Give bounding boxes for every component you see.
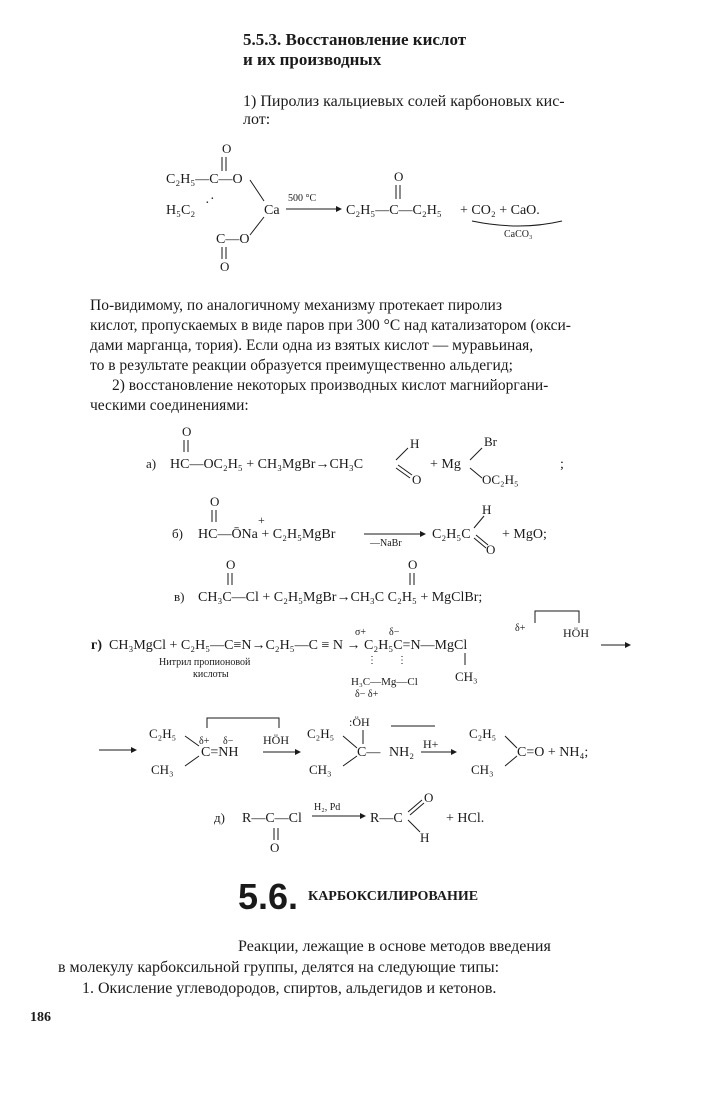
reaction-d-left: R—C—Cl	[242, 811, 302, 826]
g2-hoh: HÖH	[263, 733, 289, 747]
section56-number: 5.6.	[238, 876, 299, 917]
g2-dm: δ−	[223, 736, 234, 747]
reaction-pyrolysis	[160, 135, 580, 275]
reaction-g-delta-plus: σ+	[355, 627, 367, 638]
paragraph-end-line2: в молекулу карбоксильной группы, делятся на следующие типы:	[58, 959, 500, 976]
reaction-v	[140, 555, 580, 610]
reaction-b-o-top: O	[210, 494, 220, 509]
svg-text:·: ·	[205, 196, 210, 211]
reaction-a-plus-mg: + Mg	[430, 457, 461, 472]
reaction-a-label: а)	[146, 456, 157, 471]
reaction-g-hoh: HÖH	[563, 626, 589, 640]
pyro-o-top: O	[222, 141, 232, 156]
g2-ch3-a: CH₃	[151, 762, 174, 777]
reaction-a-o: O	[412, 472, 422, 487]
section56-title: КАРБОКСИЛИРОВАНИЕ	[308, 889, 479, 904]
reaction-a-oc2h5: OC₂H₅	[482, 472, 519, 487]
reaction-b-product: C₂H₅C	[432, 527, 471, 542]
reaction-a-semicolon: ;	[560, 457, 564, 472]
reaction-g-note2: кислоты	[193, 669, 229, 680]
g2-dp: δ+	[199, 736, 210, 747]
paragraph-main-line1: По-видимому, по аналогичному механизму протекает пиролиз	[90, 297, 502, 314]
reaction-g-line: CH₃MgCl + C₂H₅—C≡N→C₂H₅—C ≡ N → C₂H₅C=N—MgCl	[109, 638, 468, 653]
pyro-plus-co2: + CO₂ + CaO.	[460, 203, 540, 218]
g2-c-o: C=O + NH₄;	[517, 745, 589, 760]
pyro-o-bottom: O	[220, 259, 230, 274]
g2-hplus: H+	[423, 737, 439, 751]
page-number: 186	[30, 1010, 51, 1025]
reaction-d-tail: + HCl.	[446, 811, 485, 826]
reaction-v-o2: O	[408, 557, 418, 572]
paragraph-main-line3: дами марганца, тория). Если одна из взятых кислот — муравьиная,	[90, 337, 534, 354]
svg-text:⋮: ⋮	[367, 655, 377, 666]
section-title-line2: и их производных	[243, 50, 382, 69]
item2	[90, 376, 658, 416]
reaction-a-h: H	[410, 436, 420, 451]
g2-c2h5-b: C₂H₅	[307, 726, 335, 741]
item1-line2: лот:	[243, 111, 271, 128]
paragraph-main-line2: кислот, пропускаемых в виде паров при 300 °С над катализатором (окси-	[90, 317, 571, 334]
g2-c2h5-c: C₂H₅	[469, 726, 497, 741]
reaction-v-left: CH₃C—Cl + C₂H₅MgBr→CH₃C C₂H₅ + MgClBr;	[198, 590, 483, 605]
reaction-b-left: HC—ŌNa + C₂H₅MgBr	[198, 527, 336, 542]
reaction-v-o1: O	[226, 557, 236, 572]
reaction-d-label: д)	[214, 810, 225, 825]
section-number: 5.5.3.	[243, 30, 282, 49]
item1-line1: 1) Пиролиз кальциевых солей карбоновых кис-	[243, 93, 565, 110]
section-heading	[243, 30, 466, 50]
g2-ch3-b: CH₃	[309, 762, 332, 777]
reaction-g2	[95, 710, 715, 790]
reaction-d	[200, 786, 520, 856]
reaction-g-ch3: CH₃	[455, 669, 478, 684]
section56-heading	[238, 876, 478, 918]
reaction-a	[140, 420, 580, 490]
paragraph-main	[90, 296, 658, 376]
reaction-b-h: H	[482, 502, 492, 517]
reaction-a-o-top: O	[182, 424, 192, 439]
reaction-d-h: H	[420, 830, 430, 845]
reaction-b-tail: + MgO;	[502, 527, 547, 542]
g2-ch3-c: CH₃	[471, 762, 494, 777]
svg-text:C—: C—	[357, 745, 381, 760]
reaction-b-plus-sign: +	[258, 513, 265, 527]
reaction-g-h3c-mg: H₃C—Mg—Cl	[351, 676, 418, 688]
pyro-ketone-o: O	[394, 169, 404, 184]
paragraph-end	[58, 936, 658, 999]
pyro-ca: Ca	[264, 203, 280, 218]
paragraph-main-line4: то в результате реакции образуется преимущественно альдегид;	[90, 357, 513, 374]
pyro-caco3: CaCO₃	[504, 229, 533, 240]
reaction-g-d-plus2: δ+	[515, 623, 526, 634]
pyro-product-ketone: C₂H₅—C—C₂H₅	[346, 203, 442, 218]
g2-mid-a: C=NH	[201, 745, 239, 760]
reaction-b-arrow-cond: —NaBr	[370, 538, 402, 549]
item2-line1: 2) восстановление некоторых производных кислот магнийоргани-	[112, 377, 549, 394]
item2-line2: ческими соединениями:	[90, 397, 249, 414]
svg-text:⋮: ⋮	[397, 655, 407, 666]
pyro-ethyl2: H₅C₂	[166, 203, 196, 218]
reaction-b	[140, 490, 580, 560]
reaction-b-o: O	[486, 542, 496, 557]
reaction-g	[85, 605, 710, 700]
reaction-g-note1: Нитрил пропионовой	[159, 657, 251, 668]
paragraph-end-line3: 1. Окисление углеводородов, спиртов, альдегидов и кетонов.	[82, 980, 497, 997]
reaction-a-left: HC—OC₂H₅ + CH₃MgBr→CH₃C	[170, 457, 364, 472]
reaction-d-right: R—C	[370, 811, 403, 826]
reaction-a-br: Br	[484, 434, 497, 449]
section-title-line1: Восстановление кислот	[285, 30, 467, 49]
reaction-d-o-top: O	[424, 790, 434, 805]
g2-nh2: NH₂	[389, 745, 415, 760]
g2-oh: :ÖH	[349, 715, 370, 729]
pyro-ethyl1: C₂H₅—C—O	[166, 172, 243, 187]
reaction-g-dm-dp: δ− δ+	[355, 689, 379, 700]
svg-text:·: ·	[210, 192, 215, 207]
reaction-v-label: в)	[174, 589, 185, 604]
g2-c2h5-a: C₂H₅	[149, 726, 177, 741]
reaction-g-delta-minus: δ−	[389, 627, 400, 638]
reaction-b-label: б)	[172, 526, 183, 541]
reaction-d-cond: H₂, Pd	[314, 802, 341, 813]
pyro-co-o: C—O	[216, 232, 250, 247]
pyro-condition: 500 °C	[288, 193, 317, 204]
reaction-g-label: г)	[91, 638, 103, 653]
reaction-d-o-bottom: O	[270, 840, 280, 855]
paragraph-end-line1: Реакции, лежащие в основе методов введения	[238, 938, 551, 955]
